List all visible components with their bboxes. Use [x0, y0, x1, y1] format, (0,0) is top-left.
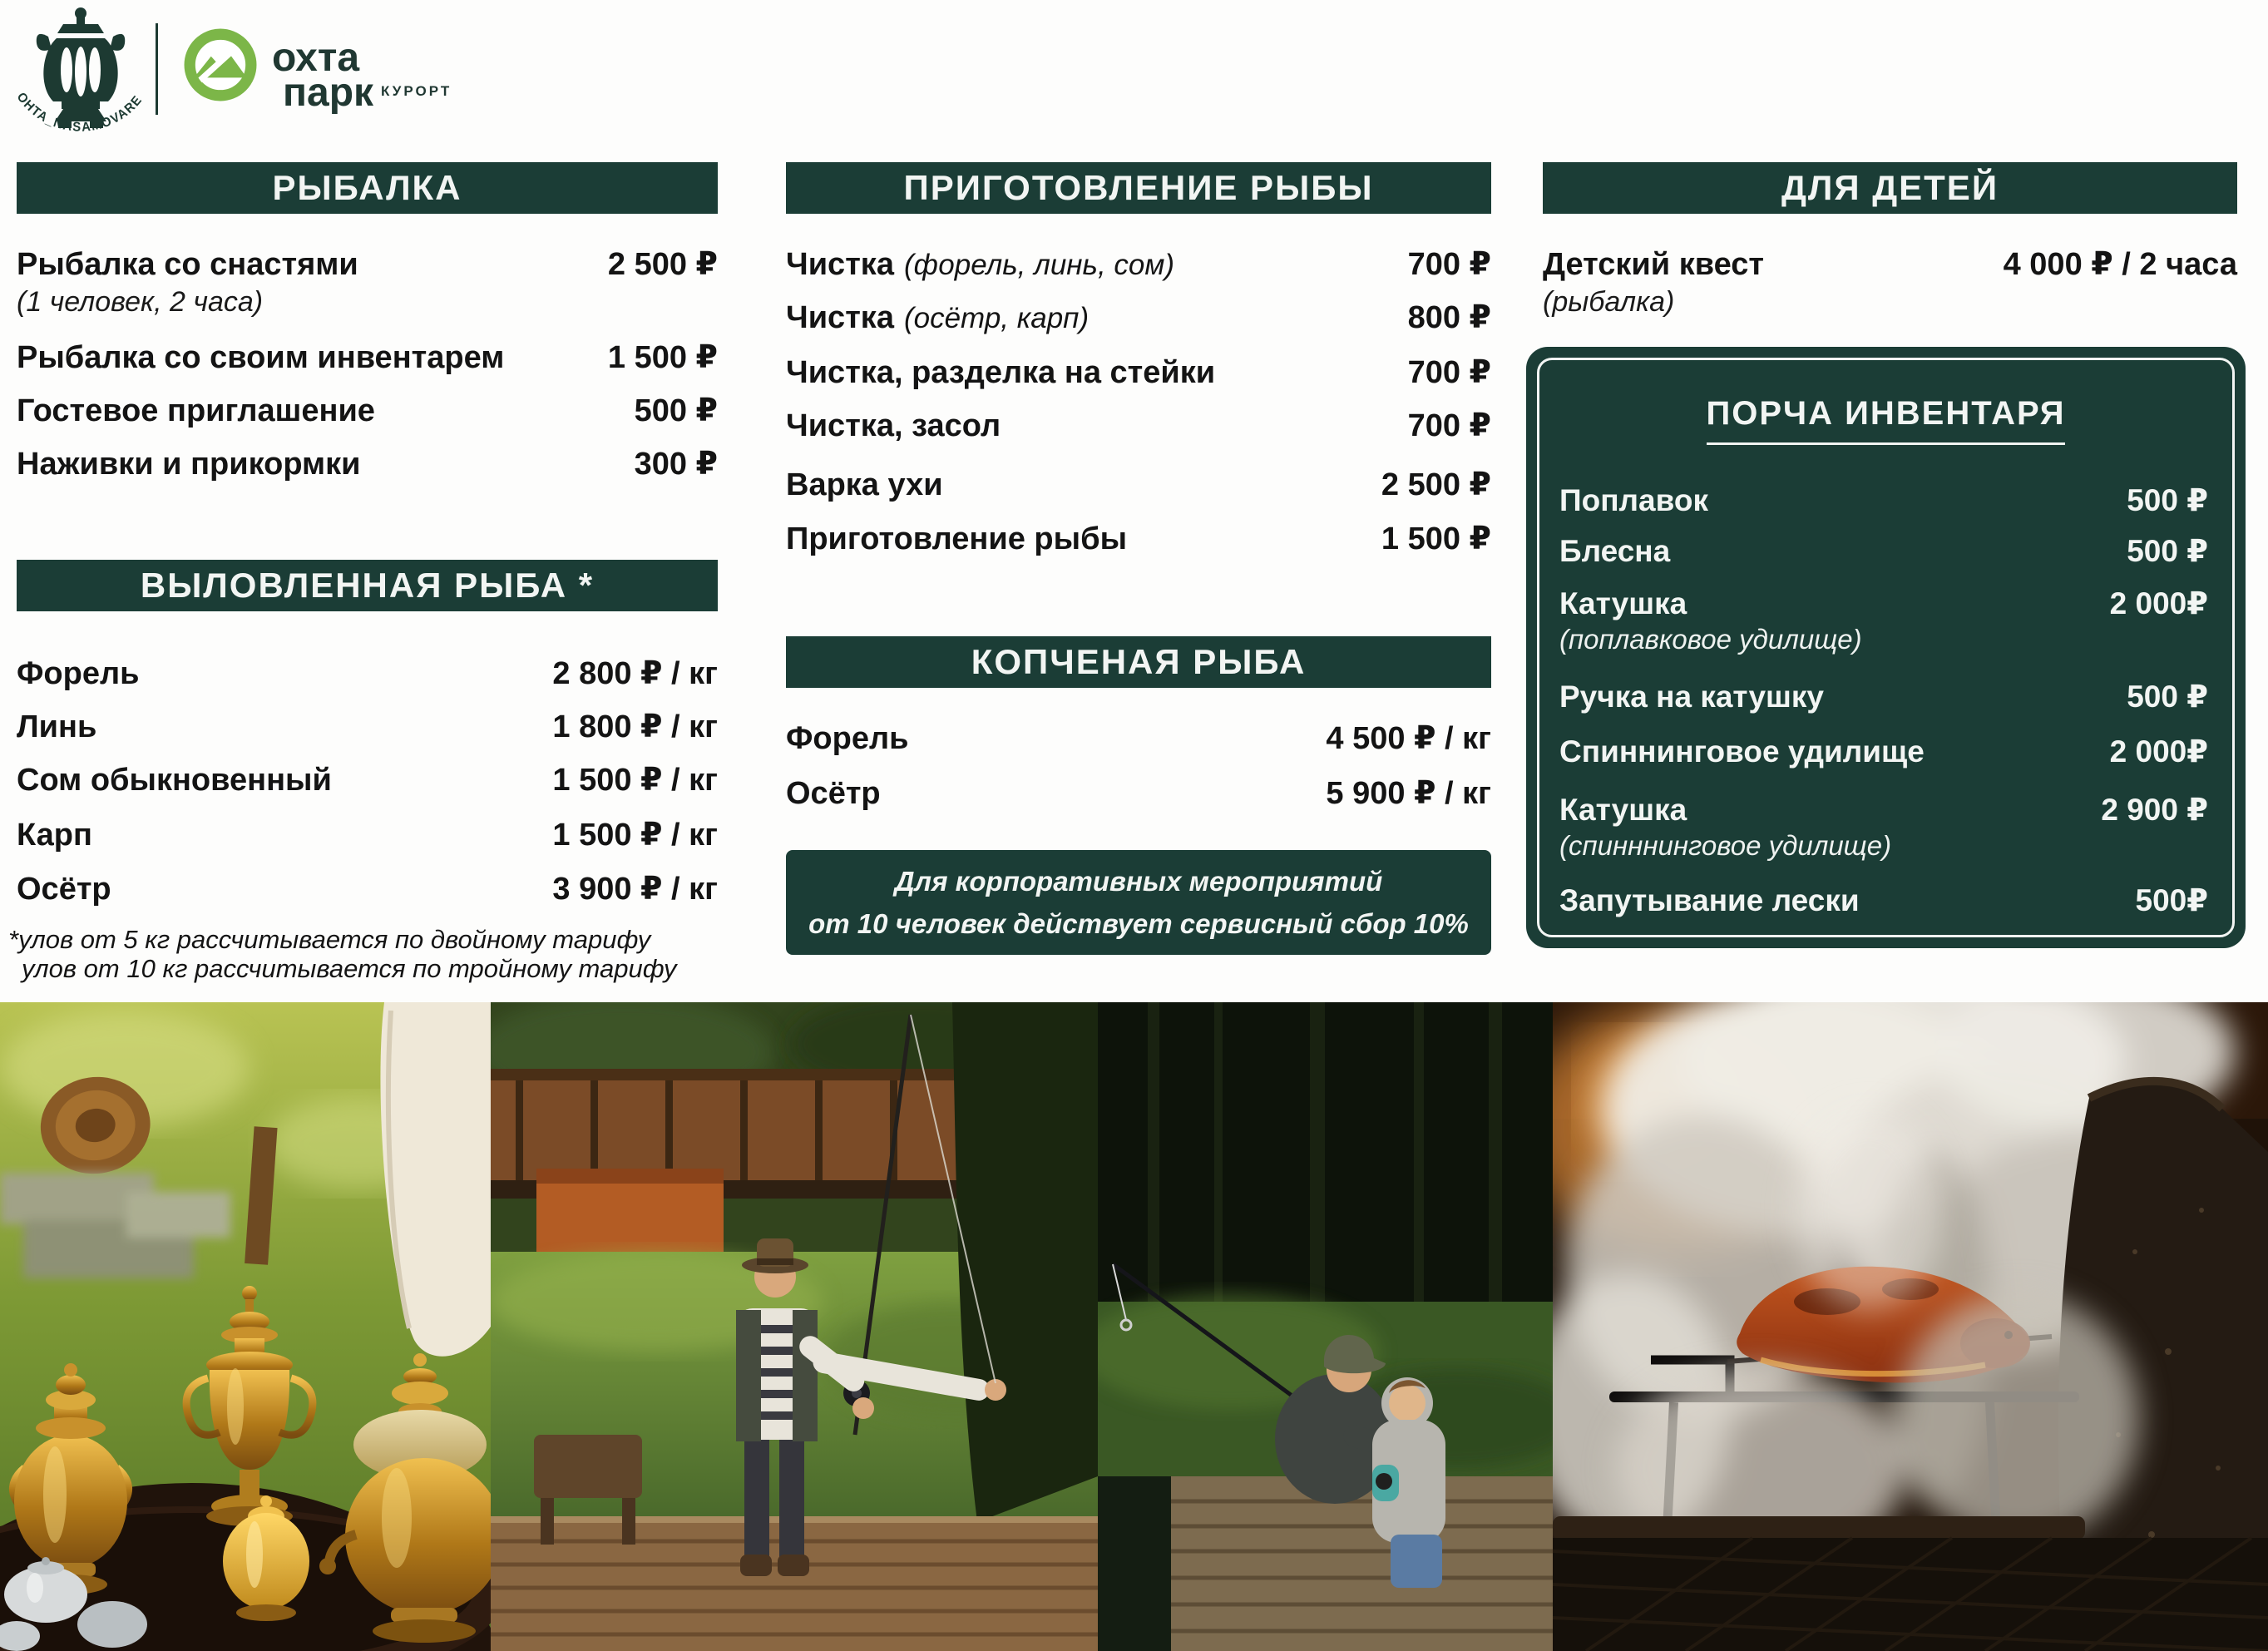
item-label: Осётр: [17, 872, 111, 907]
section-header-fishing: РЫБАЛКА: [17, 162, 718, 214]
item-price: 4 000 ₽ / 2 часа: [2003, 247, 2237, 282]
price-row: [786, 468, 1491, 503]
section-header-smoked-fish: КОПЧЕНАЯ РЫБА: [786, 636, 1491, 688]
section-header-cooking: ПРИГОТОВЛЕНИЕ РЫБЫ: [786, 162, 1491, 214]
price-row: [786, 777, 1491, 812]
item-label: Запутывание лески: [1559, 883, 1860, 917]
item-label: Чистка (форель, линь, сом): [786, 247, 1175, 282]
item-label: Детский квест: [1543, 247, 1764, 282]
item-label: Форель: [786, 721, 909, 756]
photo-samovars-by-fire-bowl: [0, 1002, 491, 1651]
corporate-note-line-1: Для корпоративных мероприятий: [894, 865, 1383, 897]
samovars-illustration: [0, 1002, 491, 1651]
damage-panel-title: ПОРЧА ИНВЕНТАРЯ: [1707, 395, 2066, 445]
item-label: Рыбалка со своим инвентарем: [17, 340, 505, 375]
item-label: Блесна: [1559, 534, 1671, 568]
item-price: 1 500 ₽ / кг: [552, 818, 718, 853]
footnote-line-1: *улов от 5 кг рассчитывается по двойному тарифу: [8, 925, 651, 954]
samovar-curved-text: OHTA_NASAMOVARE: [13, 90, 146, 135]
price-row: [17, 394, 718, 429]
item-label: Варка ухи: [786, 467, 943, 502]
price-row: [1559, 587, 2208, 621]
item-price: 1 800 ₽ / кг: [552, 709, 718, 744]
item-label: Катушка: [1559, 793, 1687, 827]
item-price: 2 000₽: [2109, 734, 2208, 769]
price-row: [1559, 735, 2208, 769]
price-row: [1559, 884, 2208, 918]
item-label: Приготовление рыбы: [786, 521, 1128, 556]
item-label: Чистка (осётр, карп): [786, 300, 1090, 335]
item-price: 500 ₽: [2127, 483, 2208, 517]
samovar-logo-icon: [10, 3, 151, 136]
item-price: 5 900 ₽ / кг: [1326, 776, 1491, 811]
price-row: [786, 301, 1491, 336]
item-price: 500 ₽: [2127, 680, 2208, 714]
photo-smoked-fish-in-smoker: [1553, 1002, 2268, 1651]
item-price: 500₽: [2135, 883, 2208, 917]
item-label: Поплавок: [1559, 483, 1709, 517]
item-label: Рыбалка со снастями: [17, 247, 358, 282]
item-sub: (1 человек, 2 часа): [17, 286, 264, 318]
item-label: Ручка на катушку: [1559, 680, 1824, 714]
wordmark-park: парк: [283, 71, 374, 115]
item-price: 700 ₽: [1407, 355, 1491, 390]
price-row: [17, 657, 718, 692]
price-row: [786, 356, 1491, 391]
price-row: [1559, 680, 2208, 714]
price-row: [17, 818, 718, 853]
item-detail: (форель, линь, сом): [903, 249, 1175, 281]
item-price: 4 500 ₽ / кг: [1326, 721, 1491, 756]
item-sub: (рыбалка): [1543, 286, 1675, 318]
item-price: 1 500 ₽: [607, 340, 718, 375]
item-label: Гостевое приглашение: [17, 393, 375, 428]
item-price: 300 ₽: [634, 447, 718, 482]
damage-panel: [1526, 347, 2246, 948]
item-price: 2 500 ₽: [607, 247, 718, 282]
wordmark-kurort: КУРОРТ: [381, 83, 452, 99]
price-row: [17, 710, 718, 745]
item-price: 800 ₽: [1407, 300, 1491, 335]
price-row: [786, 522, 1491, 557]
price-row: [17, 872, 718, 907]
price-row: [1543, 248, 2237, 283]
item-price: 2 900 ₽: [2101, 793, 2208, 827]
item-sub: (поплавковое удилище): [1559, 624, 1862, 655]
item-label: Сом обыкновенный: [17, 763, 332, 798]
item-price: 700 ₽: [1407, 247, 1491, 282]
photo-father-and-child-fishing: [1098, 1002, 1553, 1651]
item-label: Наживки и прикормки: [17, 447, 361, 482]
item-label: Катушка: [1559, 586, 1687, 620]
item-label: Карп: [17, 818, 92, 853]
price-row: [786, 409, 1491, 444]
footnote-line-2: улов от 10 кг рассчитывается по тройному тарифу: [22, 954, 677, 983]
corporate-note-line-2: от 10 человек действует сервисный сбор 10%: [808, 908, 1469, 939]
price-row: [1559, 793, 2208, 828]
item-price: 700 ₽: [1407, 408, 1491, 443]
item-price: 1 500 ₽ / кг: [552, 763, 718, 798]
item-label: Осётр: [786, 776, 881, 811]
item-label: Линь: [17, 709, 97, 744]
wordmark-okhta: охта: [272, 36, 360, 80]
fisherman-illustration: [491, 1002, 1098, 1651]
section-header-caught-fish: ВЫЛОВЛЕННАЯ РЫБА *: [17, 560, 718, 611]
item-label: Форель: [17, 656, 140, 691]
item-label: Чистка, засол: [786, 408, 1001, 443]
photo-man-with-fishing-rod: [491, 1002, 1098, 1651]
item-price: 2 500 ₽: [1381, 467, 1491, 502]
item-price: 500 ₽: [2127, 534, 2208, 568]
item-price: 2 800 ₽ / кг: [552, 656, 718, 691]
price-row: [17, 764, 718, 798]
item-price: 2 000₽: [2109, 586, 2208, 620]
item-label: Спиннинговое удилище: [1559, 734, 1925, 769]
item-label: Чистка, разделка на стейки: [786, 355, 1216, 390]
item-sub: (спинннинговое удилище): [1559, 830, 1892, 861]
price-row: [17, 447, 718, 482]
price-row: [1559, 535, 2208, 569]
logo-divider: [156, 23, 158, 115]
item-price: 1 500 ₽: [1381, 521, 1491, 556]
smoker-illustration: [1553, 1002, 2268, 1651]
section-header-kids: ДЛЯ ДЕТЕЙ: [1543, 162, 2237, 214]
item-price: 3 900 ₽ / кг: [552, 872, 718, 907]
item-price: 500 ₽: [634, 393, 718, 428]
family-fishing-illustration: [1098, 1002, 1553, 1651]
price-row: [17, 248, 718, 283]
price-row: [1559, 484, 2208, 518]
price-row: [786, 722, 1491, 757]
okhta-park-ring-icon: [184, 28, 257, 101]
price-row: [17, 341, 718, 376]
corporate-note: [786, 850, 1491, 955]
item-detail: (осётр, карп): [903, 302, 1090, 334]
price-row: [786, 248, 1491, 283]
